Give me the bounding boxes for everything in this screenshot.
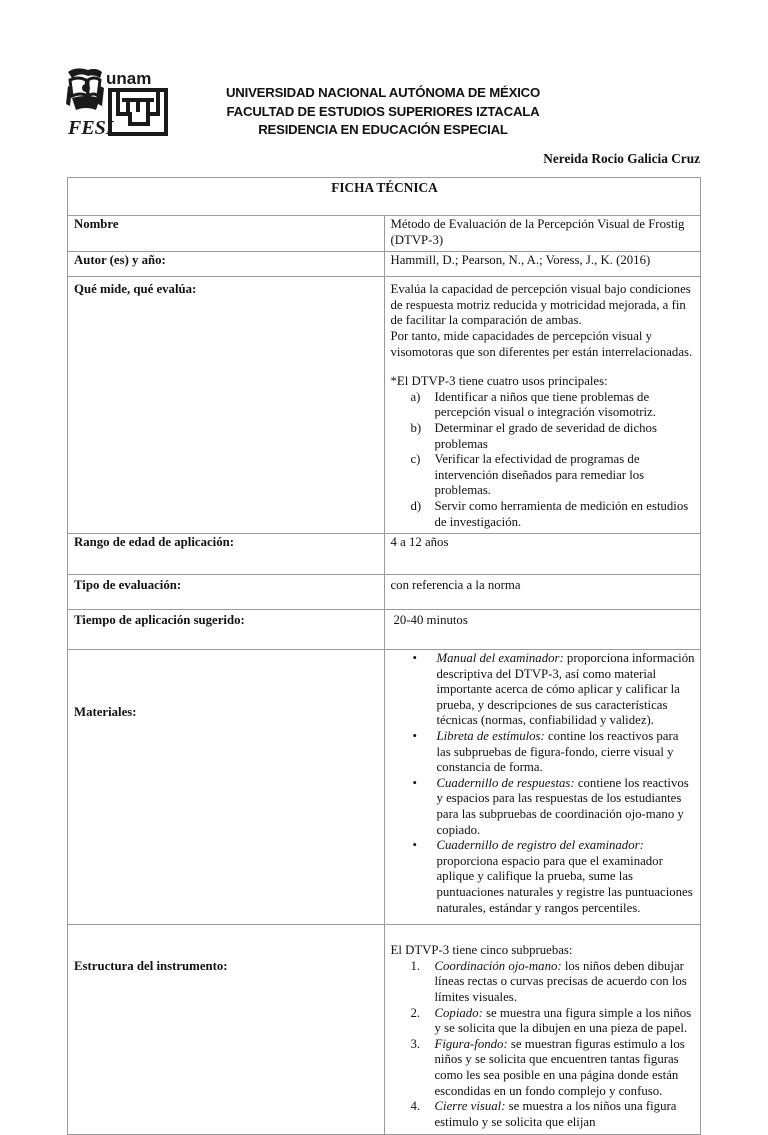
header-faculty: FACULTAD DE ESTUDIOS SUPERIORES IZTACALA bbox=[226, 103, 540, 119]
value-autor: Hammill, D.; Pearson, N., A.; Voress, J., K. (2016) bbox=[384, 252, 701, 277]
table-title-row bbox=[68, 178, 701, 216]
svg-text:UNAM: UNAM bbox=[106, 69, 152, 88]
que-mide-paragraph-2: Por tanto, mide capacidades de percepción visual y visomotoras que son diferentes per están interrelacionadas. bbox=[390, 328, 693, 359]
author-name: Nereida Rocio Galicia Cruz bbox=[543, 151, 700, 166]
subpruebas-list bbox=[391, 959, 696, 1131]
unam-fesi-logo bbox=[66, 66, 170, 138]
list-item: • Libreta de estímulos: contine los reactivos para las subpruebas de figura-fondo, cierre visual y constancia de forma. bbox=[412, 729, 679, 775]
list-item: • Cuadernillo de registro del examinador: proporciona espacio para que el examinador aplique y califique la prueba, sume las puntuaciones naturales y registre las puntuaciones naturales, estándar y rangos percentiles. bbox=[412, 838, 693, 915]
value-que-mide bbox=[384, 277, 701, 534]
list-item: • Manual del examinador: proporciona información descriptiva del DTVP-3, así como material importante acerca de cómo aplicar y calificar la prueba, y descripciones de sus características técnicas (normas, confiabilidad y validez). bbox=[412, 651, 695, 728]
value-estructura bbox=[384, 925, 701, 1135]
value-tipo: con referencia a la norma bbox=[384, 575, 701, 610]
label-materiales: Materiales: bbox=[68, 650, 385, 925]
label-estructura: Estructura del instrumento: bbox=[68, 925, 385, 1135]
ficha-title: FICHA TÉCNICA bbox=[68, 178, 701, 216]
table-row-que-mide bbox=[68, 277, 701, 534]
usos-intro: *El DTVP-3 tiene cuatro usos principales: bbox=[390, 374, 608, 389]
table-row-tipo bbox=[68, 575, 701, 610]
header-university: UNIVERSIDAD NACIONAL AUTÓNOMA DE MÉXICO bbox=[225, 85, 541, 100]
table-row-tiempo bbox=[68, 610, 701, 650]
label-que-mide: Qué mide, qué evalúa: bbox=[68, 277, 385, 534]
value-rango: 4 a 12 años bbox=[384, 534, 701, 575]
list-item: 3. Figura-fondo: se muestran figuras estimulo a los niños y se solicita que encuentren tantas figuras como les sea posible en una página donde están escondidas en un fondo complejo y confuso. bbox=[410, 1036, 685, 1098]
usos-list bbox=[391, 390, 696, 530]
label-tipo: Tipo de evaluación: bbox=[68, 575, 385, 610]
table-row-nombre bbox=[68, 216, 701, 252]
list-item: 2. Copiado: se muestra una figura simple a los niños y se solicita que la dibujen en una pieza de papel. bbox=[410, 1005, 692, 1036]
list-item: c) Verificar la efectividad de programas de intervención diseñados para remediar los problemas. bbox=[410, 452, 645, 498]
list-item: a) Identificar a niños que tiene problemas de percepción visual o integración visomotriz. bbox=[410, 389, 656, 420]
institution-header bbox=[170, 84, 596, 140]
list-item: d) Servir como herramienta de medición en estudios de investigación. bbox=[410, 498, 689, 529]
table-row-autor bbox=[68, 252, 701, 277]
table-row-materiales bbox=[68, 650, 701, 925]
label-tiempo: Tiempo de aplicación sugerido: bbox=[68, 610, 385, 650]
svg-text:FESI: FESI bbox=[68, 117, 114, 138]
label-autor: Autor (es) y año: bbox=[68, 252, 385, 277]
label-nombre: Nombre bbox=[68, 216, 385, 252]
value-tiempo: 20-40 minutos bbox=[384, 610, 701, 650]
value-nombre: Método de Evaluación de la Percepción Visual de Frostig (DTVP-3) bbox=[384, 216, 701, 252]
ficha-tecnica-table bbox=[67, 177, 701, 1135]
list-item: 1. Coordinación ojo-mano: los niños deben dibujar líneas rectas o curvas precisas de acuerdo con los límites visuales. bbox=[410, 958, 687, 1004]
label-rango: Rango de edad de aplicación: bbox=[68, 534, 385, 575]
value-materiales bbox=[384, 650, 701, 925]
list-item: • Cuadernillo de respuestas: contiene los reactivos y espacios para las respuestas de los estudiantes para las subpruebas de coordinación ojo-mano y copiado. bbox=[412, 775, 689, 837]
estructura-intro: El DTVP-3 tiene cinco subpruebas: bbox=[390, 943, 573, 958]
que-mide-paragraph-1: Evalúa la capacidad de percepción visual bajo condiciones de respuesta motriz reducida y motricidad mejorada, a fin de facilitar la comparación de ambas. bbox=[390, 282, 691, 328]
table-row-estructura bbox=[68, 925, 701, 1135]
materiales-list bbox=[391, 651, 696, 916]
header-program: RESIDENCIA EN EDUCACIÓN ESPECIAL bbox=[258, 122, 508, 137]
list-item: b) Determinar el grado de severidad de dichos problemas bbox=[410, 420, 657, 451]
table-row-rango bbox=[68, 534, 701, 575]
list-item: 4. Cierre visual: se muestra a los niños una figura estimulo y se solicita que elijan bbox=[410, 1099, 677, 1129]
